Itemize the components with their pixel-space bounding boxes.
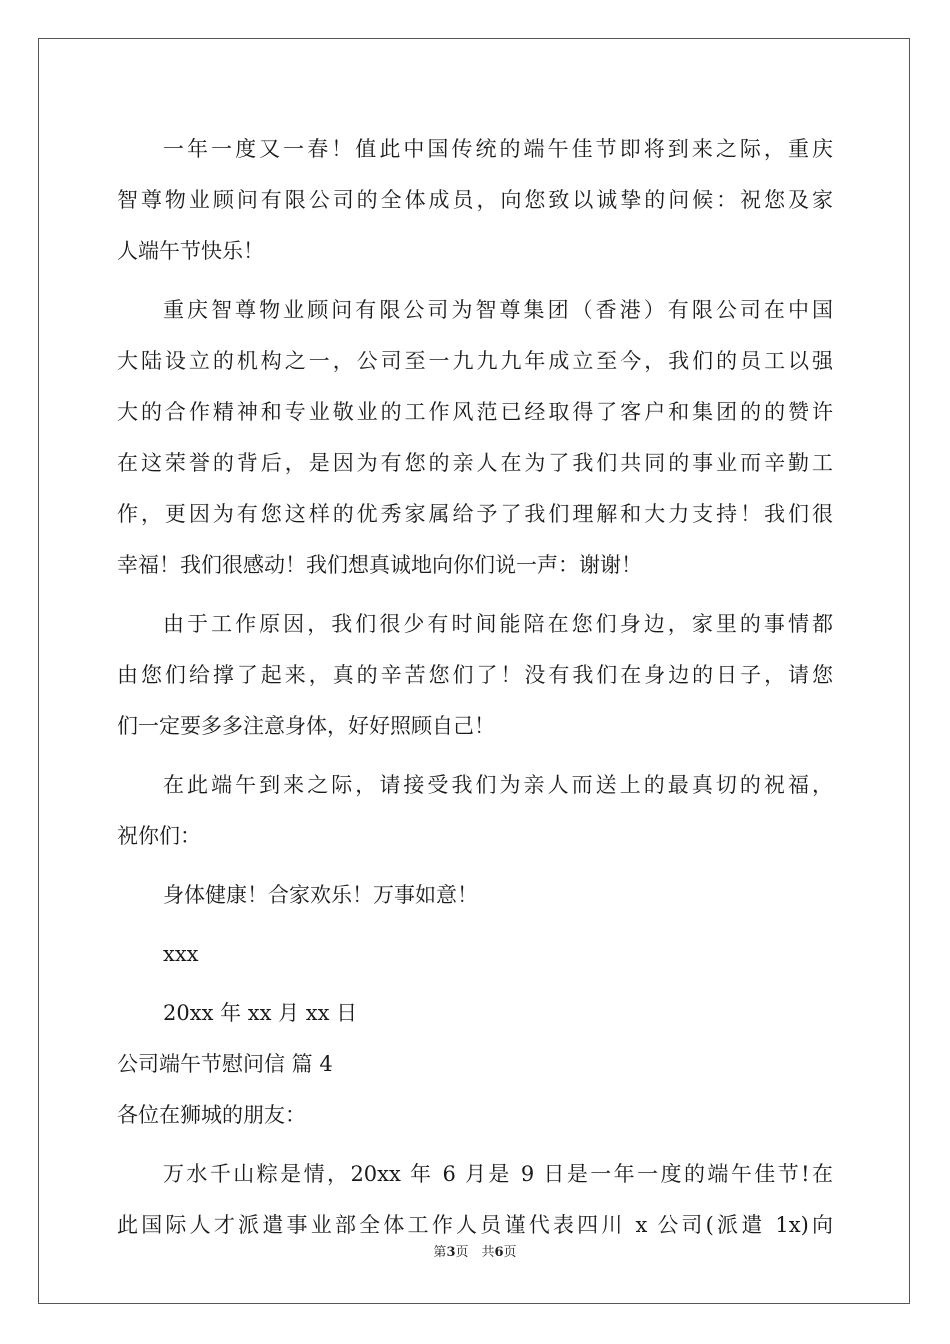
page-footer: [0, 1244, 950, 1262]
text-line: 作，更因为有您这样的优秀家属给予了我们理解和大力支持！我们很: [117, 502, 833, 526]
paragraph-dragon-boat: [117, 1149, 833, 1251]
signature: xxx: [163, 942, 199, 966]
footer-mid: 页 共: [455, 1245, 495, 1260]
wishes-line: 身体健康！合家欢乐！万事如意！: [163, 883, 478, 907]
text-line: 在这荣誉的背后，是因为有您的亲人在为了我们共同的事业而辛勤工: [117, 451, 833, 475]
text-line: 祝你们：: [117, 824, 201, 848]
page-number: 3: [446, 1245, 456, 1260]
text-line: 大的合作精神和专业敬业的工作风范已经取得了客户和集团的的赞许: [117, 400, 833, 424]
section-title: 公司端午节慰问信 篇 4: [117, 1052, 333, 1076]
total-pages: 6: [494, 1245, 504, 1260]
footer-prefix: 第: [433, 1245, 447, 1260]
paragraph-company-intro: [117, 285, 833, 591]
paragraph-greeting: [117, 124, 833, 277]
text-line: 人端午节快乐！: [117, 239, 264, 263]
text-line: 万水千山粽是情，20xx 年 6 月是 9 日是一年一度的端午佳节!在: [163, 1162, 833, 1186]
text-line: 由您们给撑了起来，真的辛苦您们了！没有我们在身边的日子，请您: [117, 663, 833, 687]
document-body: [117, 124, 833, 1251]
salutation: 各位在狮城的朋友：: [117, 1103, 306, 1127]
paragraph-thanks: [117, 599, 833, 752]
text-line: 重庆智尊物业顾问有限公司为智尊集团（香港）有限公司在中国: [163, 298, 833, 322]
text-line: 们一定要多多注意身体，好好照顾自己！: [117, 714, 495, 738]
text-line: 一年一度又一春！值此中国传统的端午佳节即将到来之际，重庆: [163, 137, 833, 161]
paragraph-blessing: [117, 760, 833, 862]
text-line: 此国际人才派遣事业部全体工作人员谨代表四川 x 公司(派遣 1x)向: [117, 1213, 833, 1237]
text-line: 大陆设立的机构之一，公司至一九九九年成立至今，我们的员工以强: [117, 349, 833, 373]
text-line: 幸福！我们很感动！我们想真诚地向你们说一声：谢谢！: [117, 553, 642, 577]
footer-suffix: 页: [503, 1245, 517, 1260]
letter-date: 20xx 年 xx 月 xx 日: [163, 1001, 358, 1025]
text-line: 由于工作原因，我们很少有时间能陪在您们身边，家里的事情都: [163, 612, 833, 636]
text-line: 在此端午到来之际，请接受我们为亲人而送上的最真切的祝福，: [163, 773, 833, 797]
text-line: 智尊物业顾问有限公司的全体成员，向您致以诚挚的问候：祝您及家: [117, 188, 833, 212]
